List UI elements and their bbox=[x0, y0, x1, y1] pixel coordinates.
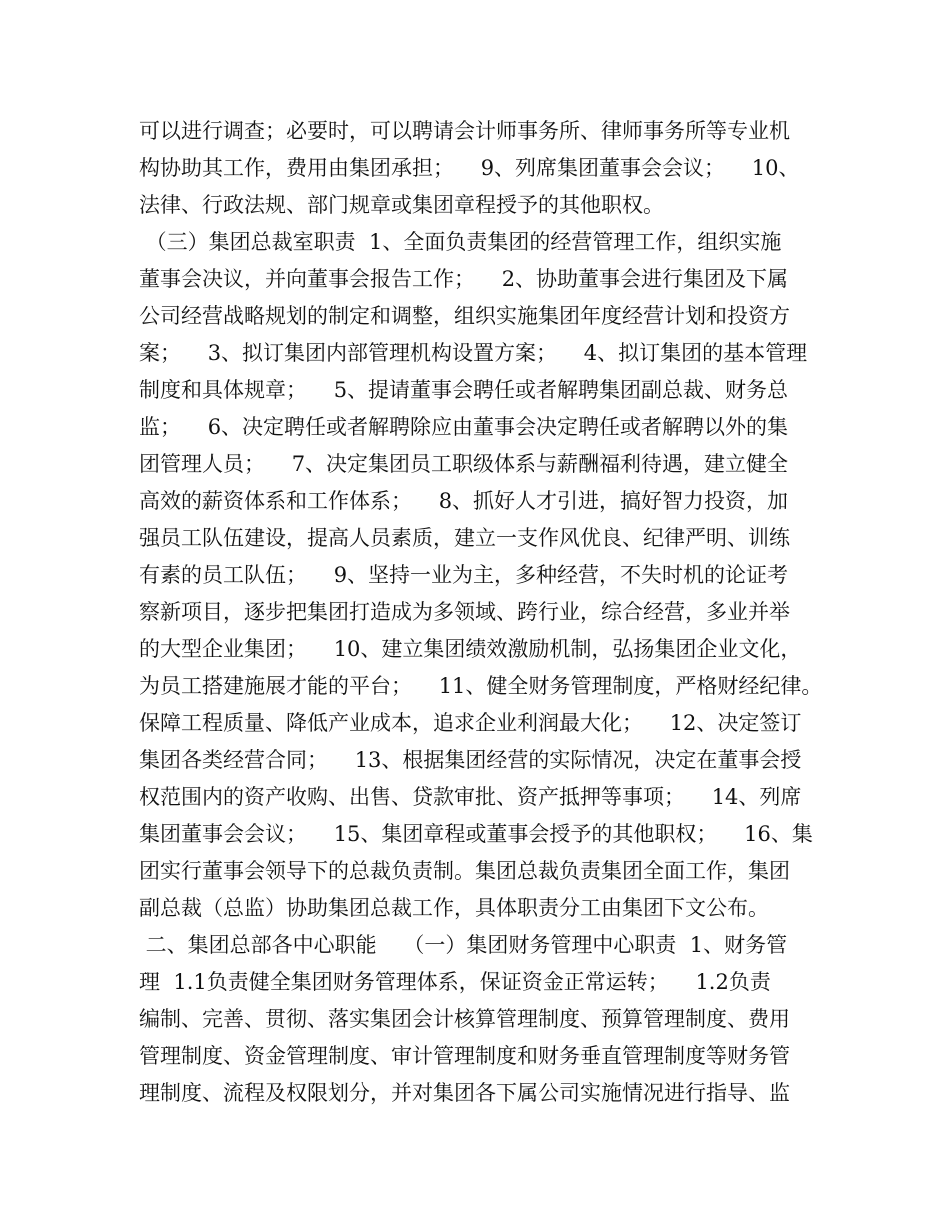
text-line: 集团各类经营合同； 13、根据集团经营的实际情况，决定在董事会授 bbox=[139, 748, 802, 772]
text-line: 理制度、流程及权限划分，并对集团各下属公司实施情况进行指导、监 bbox=[139, 1081, 790, 1105]
text-line: 二、集团总部各中心职能 （一）集团财务管理中心职责 1、财务管 bbox=[139, 933, 788, 957]
text-line: 理 1.1负责健全集团财务管理体系，保证资金正常运转； 1.2负责 bbox=[139, 970, 771, 994]
text-line: 法律、行政法规、部门规章或集团章程授予的其他职权。 bbox=[139, 193, 664, 217]
text-line: 制度和具体规章； 5、提请董事会聘任或者解聘集团副总裁、财务总 bbox=[139, 378, 789, 402]
text-line: 强员工队伍建设，提高人员素质，建立一支作风优良、纪律严明、训练 bbox=[139, 526, 790, 550]
text-line: 权范围内的资产收购、出售、贷款审批、资产抵押等事项； 14、列席 bbox=[139, 785, 802, 809]
text-line: 保障工程质量、降低产业成本，追求企业利润最大化； 12、决定签订 bbox=[139, 711, 802, 735]
text-line: 副总裁（总监）协助集团总裁工作，具体职责分工由集团下文公布。 bbox=[139, 896, 769, 920]
text-line: 察新项目，逐步把集团打造成为多领域、跨行业，综合经营，多业并举 bbox=[139, 600, 790, 624]
text-line: 团管理人员； 7、决定集团员工职级体系与薪酬福利待遇，建立健全 bbox=[139, 452, 789, 476]
text-line: 有素的员工队伍； 9、坚持一业为主，多种经营，不失时机的论证考 bbox=[139, 563, 789, 587]
text-line: 为员工搭建施展才能的平台； 11、健全财务管理制度，严格财经纪律。 bbox=[139, 674, 823, 698]
text-line: 团实行董事会领导下的总裁负责制。集团总裁负责集团全面工作，集团 bbox=[139, 859, 790, 883]
text-line: 构协助其工作，费用由集团承担； 9、列席集团董事会会议； 10、 bbox=[139, 156, 800, 180]
text-line: 监； 6、决定聘任或者解聘除应由董事会决定聘任或者解聘以外的集 bbox=[139, 415, 789, 439]
text-line: 可以进行调查；必要时，可以聘请会计师事务所、律师事务所等专业机 bbox=[139, 119, 790, 143]
text-line: 案； 3、拟订集团内部管理机构设置方案； 4、拟订集团的基本管理 bbox=[139, 341, 808, 365]
text-line: 公司经营战略规划的制定和调整，组织实施集团年度经营计划和投资方 bbox=[139, 304, 790, 328]
text-line: 的大型企业集团； 10、建立集团绩效激励机制，弘扬集团企业文化， bbox=[139, 637, 802, 661]
text-line: （三）集团总裁室职责 1、全面负责集团的经营管理工作，组织实施 bbox=[139, 230, 782, 254]
text-line: 董事会决议，并向董事会报告工作； 2、协助董事会进行集团及下属 bbox=[139, 267, 789, 291]
text-line: 编制、完善、贯彻、落实集团会计核算管理制度、预算管理制度、费用 bbox=[139, 1007, 790, 1031]
text-line: 高效的薪资体系和工作体系； 8、抓好人才引进，搞好智力投资，加 bbox=[139, 489, 789, 513]
text-line: 管理制度、资金管理制度、审计管理制度和财务垂直管理制度等财务管 bbox=[139, 1044, 790, 1068]
text-line: 集团董事会会议； 15、集团章程或董事会授予的其他职权； 16、集 bbox=[139, 822, 813, 846]
